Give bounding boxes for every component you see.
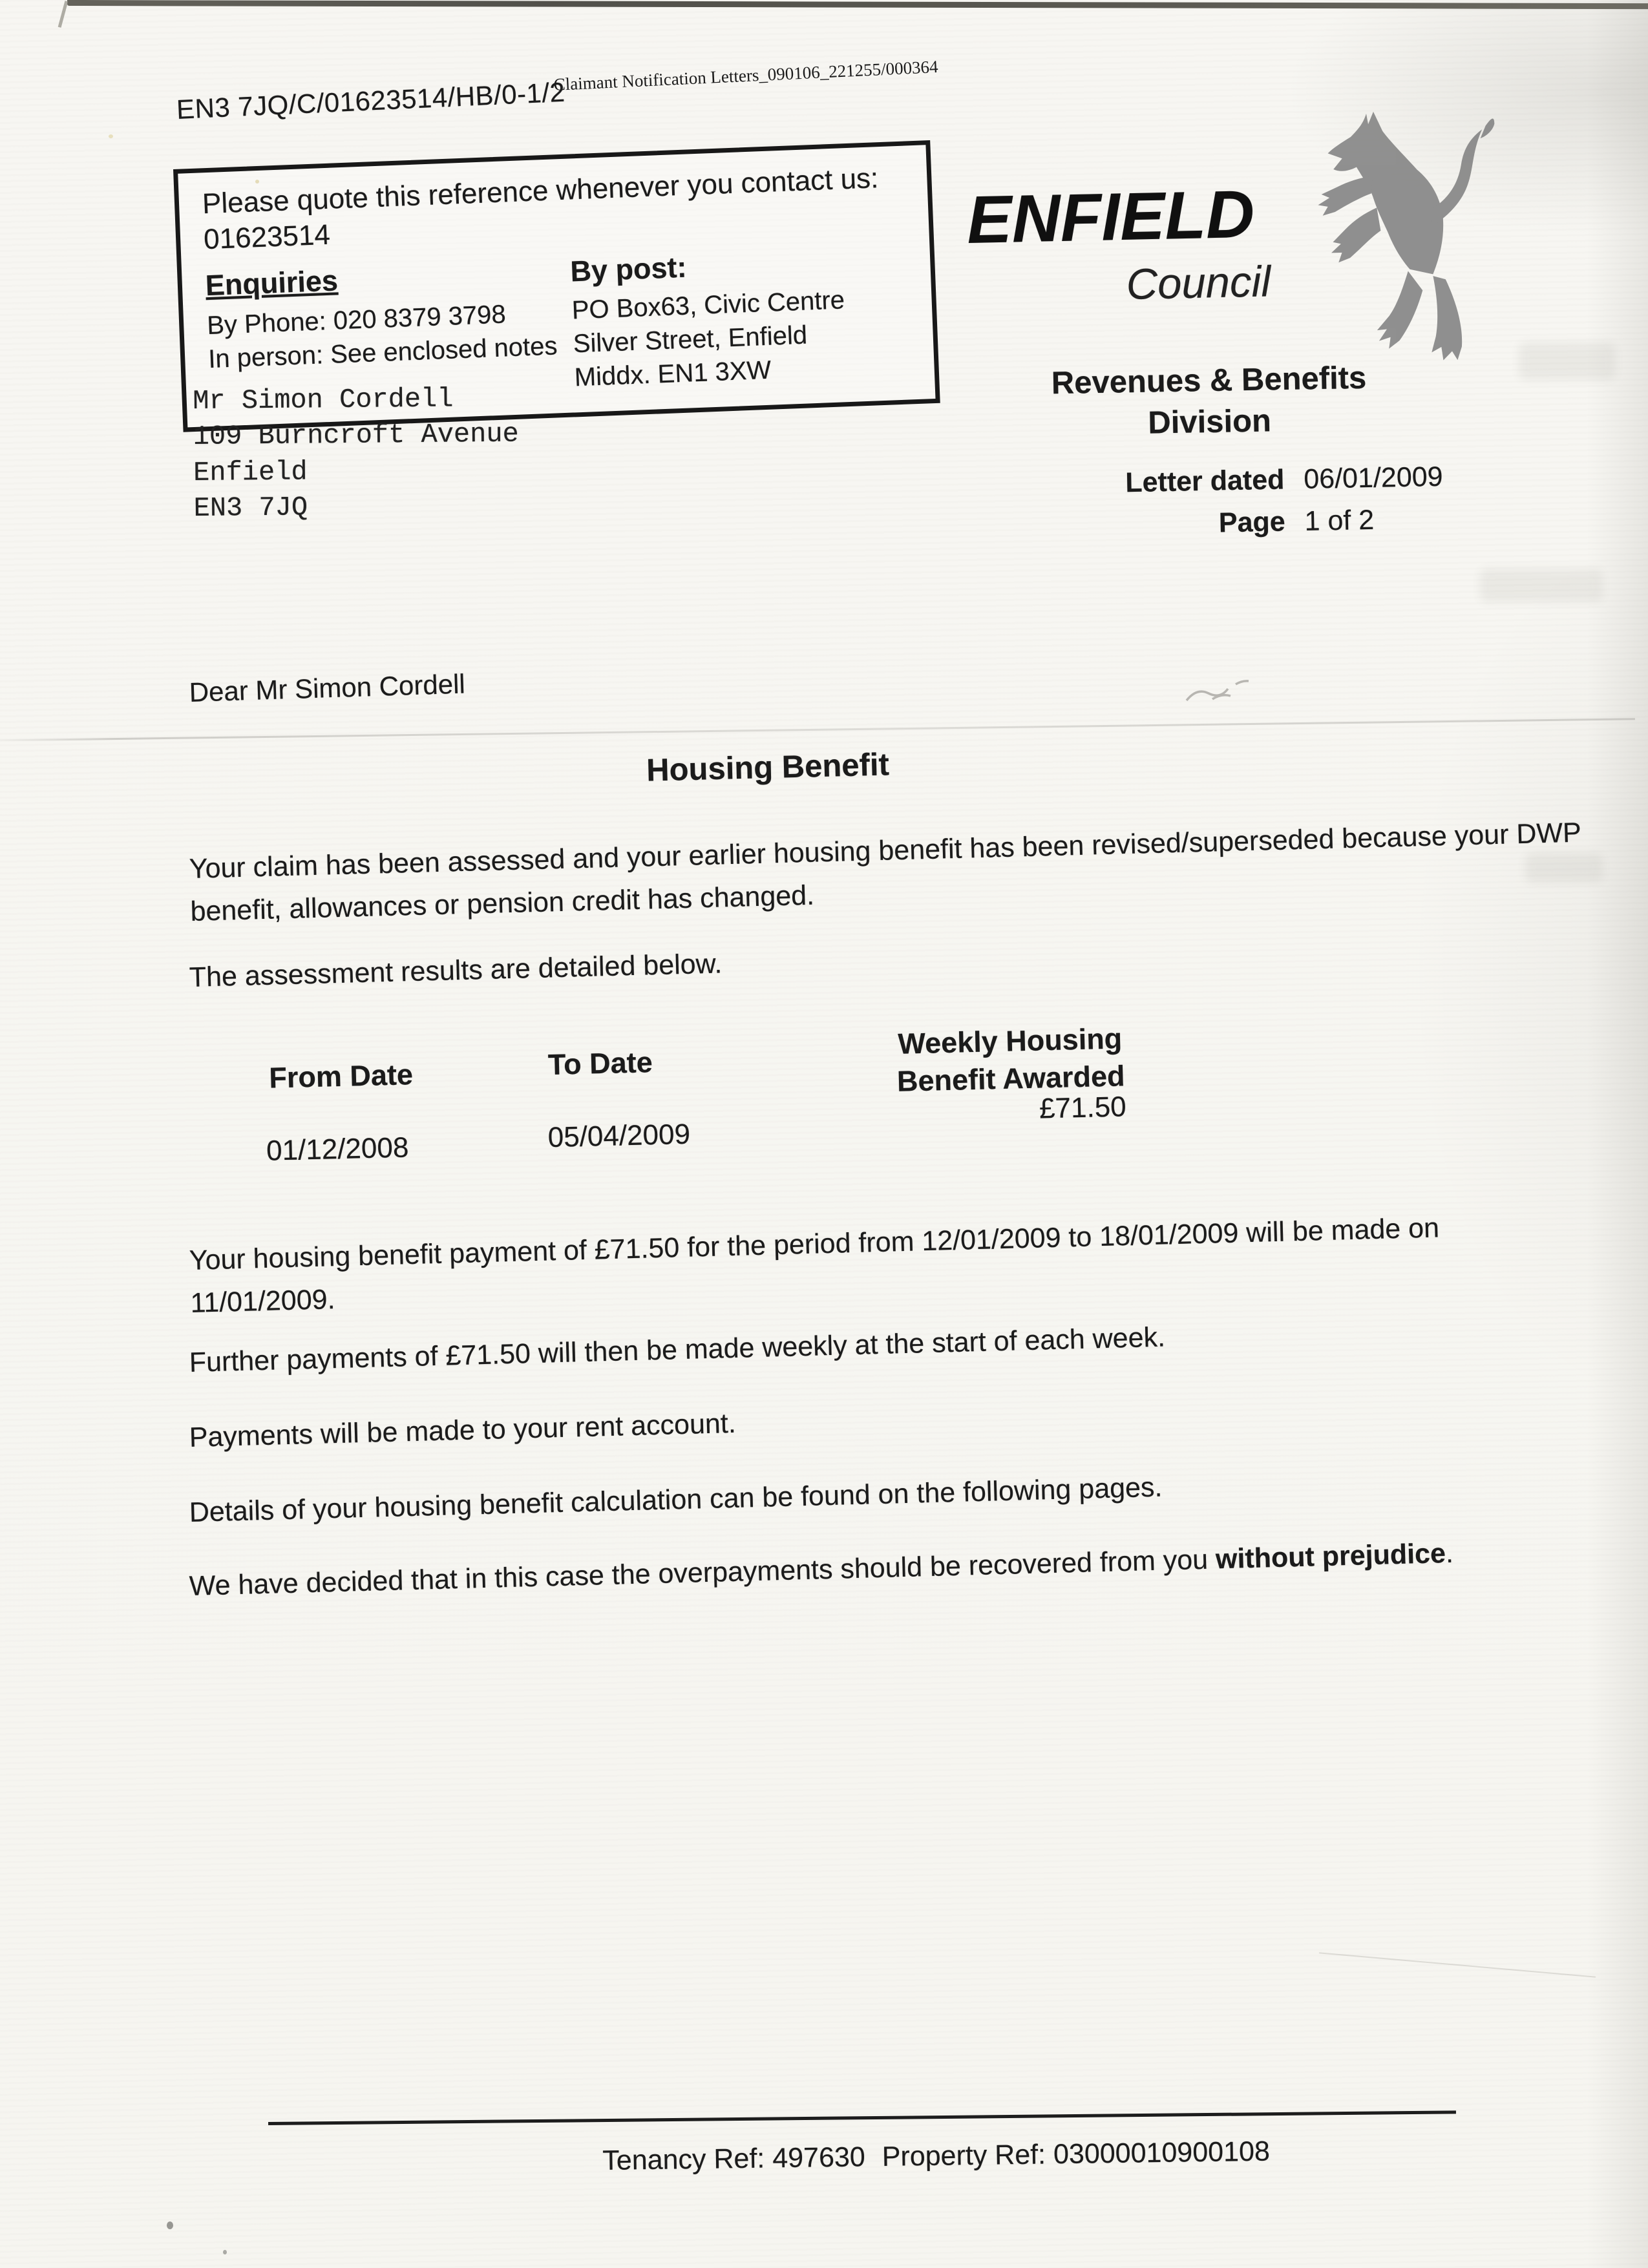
pencil-squiggle [1181, 671, 1272, 716]
salutation: Dear Mr Simon Cordell [189, 668, 466, 708]
overpayments-text: We have decided that in this case the overpayments should be recovered from you [189, 1544, 1216, 1602]
show-through-smudge [1480, 569, 1603, 602]
body-paragraph-calculation-details: Details of your housing benefit calculation can be found on the following pages. [189, 1471, 1163, 1528]
paper-crease [1319, 1952, 1596, 1977]
address-line-1: Mr Simon Cordell [193, 383, 454, 417]
weekly-benefit-value: £71.50 [1039, 1091, 1127, 1125]
by-post-heading: By post: [569, 250, 688, 288]
letter-meta-block [1031, 461, 1459, 543]
paper-top-edge [67, 0, 1648, 9]
from-date-value: 01/12/2008 [266, 1131, 409, 1167]
tenancy-ref-value: 497630 [772, 2141, 866, 2174]
post-address-line-3: Middx. EN1 3XW [573, 355, 772, 392]
from-date-header: From Date [268, 1058, 414, 1095]
subject-heading: Housing Benefit [646, 747, 890, 788]
address-line-3: Enfield [193, 456, 308, 488]
overpayments-period: . [1445, 1537, 1454, 1570]
scan-speck [109, 134, 113, 138]
enquiries-heading: Enquiries [204, 264, 339, 302]
address-line-2: 109 Burncroft Avenue [193, 419, 520, 453]
footer-references [602, 2136, 1270, 2177]
body-paragraph-rent-account: Payments will be made to your rent account. [189, 1407, 737, 1453]
body-paragraph-assessment-results: The assessment results are detailed below. [189, 948, 723, 993]
property-ref-value: 03000010900108 [1053, 2136, 1271, 2170]
enfield-crest-icon [1276, 99, 1504, 387]
paper-corner-edge [58, 1, 69, 28]
scan-speck [167, 2221, 173, 2229]
to-date-header: To Date [547, 1045, 653, 1082]
property-ref-label: Property Ref: [882, 2139, 1046, 2172]
weekly-benefit-header: Weekly Housing Benefit Awarded [896, 1022, 1126, 1098]
scan-speck [223, 2250, 227, 2254]
body-paragraph-further-payments: Further payments of £71.50 will then be made weekly at the start of each week. [189, 1321, 1166, 1378]
body-paragraph-payment-period: Your housing benefit payment of £71.50 for the period from 12/01/2009 to 18/01/2009 will be made on 11/01/2009. [189, 1212, 1440, 1319]
page-label: Page [1218, 506, 1286, 539]
to-date-value: 05/04/2009 [547, 1118, 691, 1154]
division-title: Revenues & Benefits Division [1051, 360, 1367, 441]
claim-reference-code: EN3 7JQ/C/01623514/HB/0-1/2 [176, 76, 566, 125]
by-post-column [570, 242, 912, 395]
body-paragraph-claim-assessed: Your claim has been assessed and your earlier housing benefit has been revised/superseded because your DWP benefit, allowances or pension credit has changed. [189, 817, 1581, 928]
recipient-address [193, 381, 520, 527]
address-line-4: EN3 7JQ [193, 492, 308, 525]
post-address-line-2: Silver Street, Enfield [572, 320, 808, 359]
phone-line: By Phone: 020 8379 3798 [206, 300, 507, 341]
post-address-line-1: PO Box63, Civic Centre [571, 286, 845, 325]
letter-dated-value: 06/01/2009 [1303, 461, 1444, 495]
in-person-line: In person: See enclosed notes [207, 331, 558, 374]
footer-rule [268, 2110, 1456, 2125]
enfield-logo-wordmark: ENFIELD [966, 176, 1256, 258]
quote-reference-line: Please quote this reference whenever you contact us: 01623514 [202, 162, 880, 255]
document-id: Claimant Notification Letters_090106_221255/000364 [553, 56, 939, 94]
show-through-smudge [1519, 342, 1616, 380]
page-value: 1 of 2 [1304, 504, 1375, 537]
tenancy-ref-label: Tenancy Ref: [602, 2143, 765, 2176]
paper-crease [0, 718, 1635, 742]
assessment-results-table [233, 1018, 1205, 1197]
without-prejudice-text: without prejudice [1215, 1538, 1446, 1575]
letter-dated-label: Letter dated [1125, 464, 1285, 499]
body-paragraph-overpayments [189, 1528, 1589, 1608]
council-wordmark: Council [1126, 257, 1271, 309]
